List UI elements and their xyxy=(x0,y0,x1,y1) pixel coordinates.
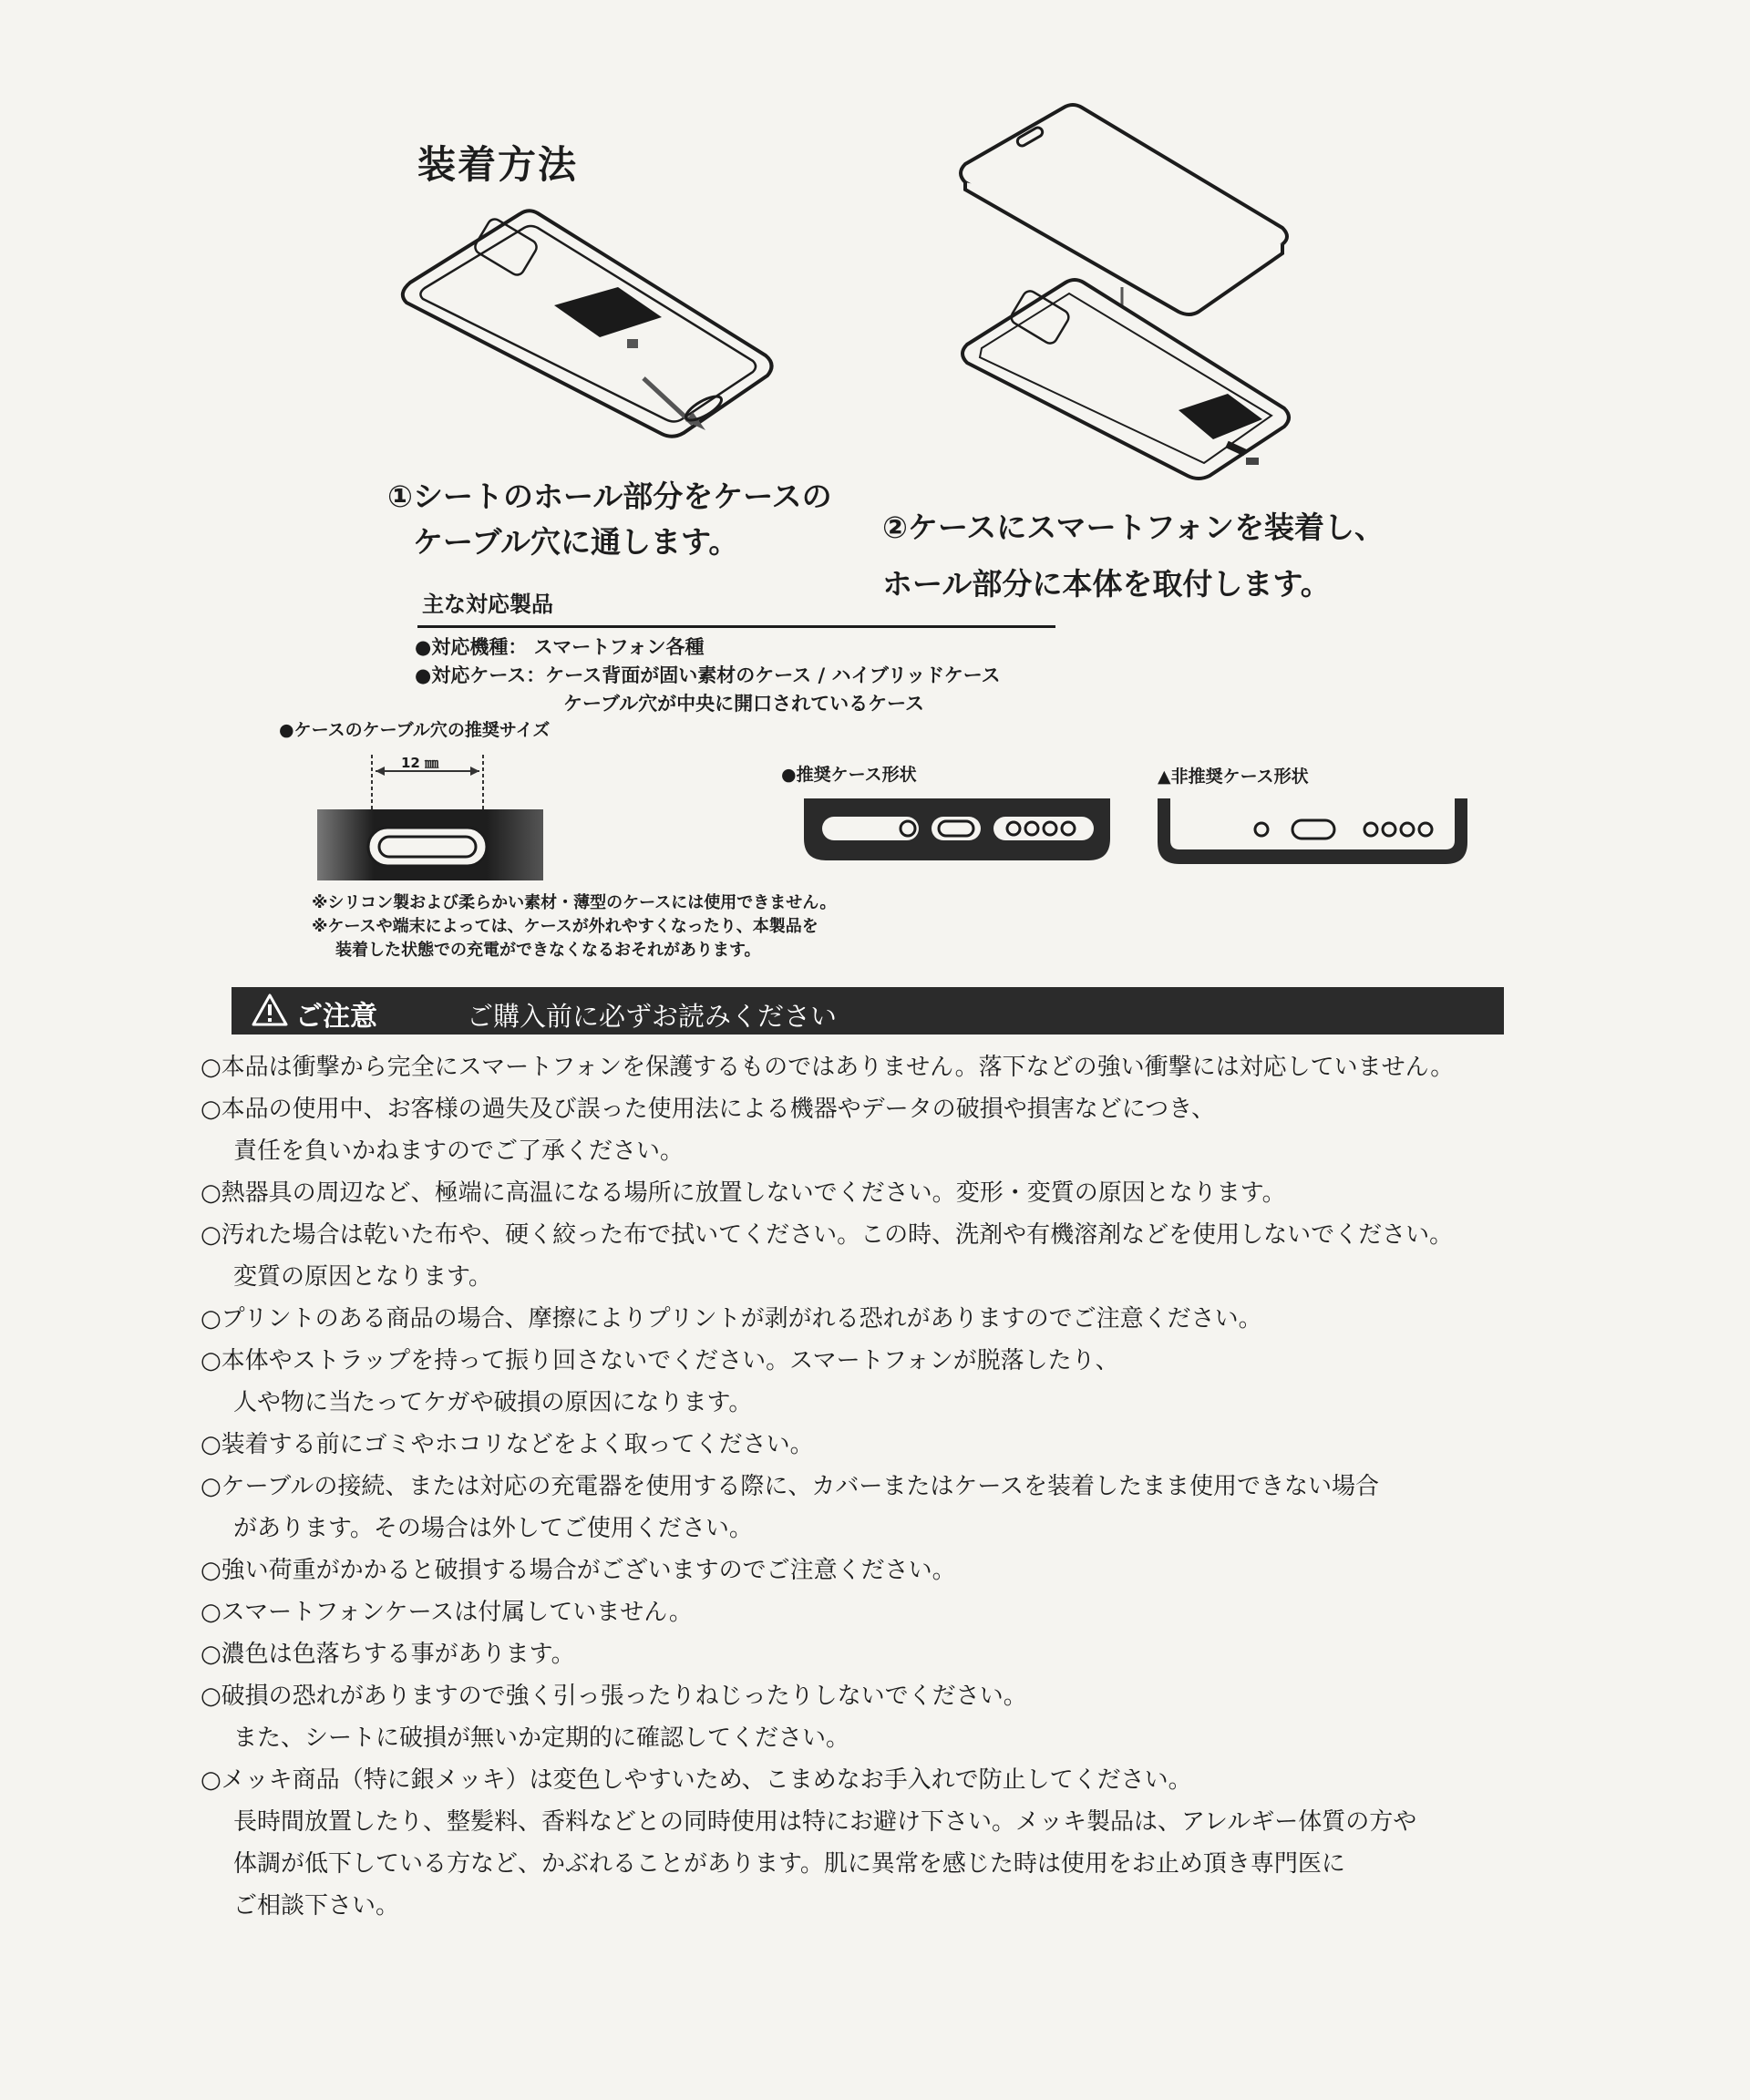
caution-line: ○熱器具の周辺など、極端に高温になる場所に放置しないでください。変形・変質の原因となります。 xyxy=(201,1179,1286,1207)
caution-banner xyxy=(232,987,1504,1035)
caution-line: ○スマートフォンケースは付属していません。 xyxy=(201,1599,693,1626)
caution-line: ○ケーブルの接続、または対応の充電器を使用する際に、カバーまたはケースを装着したまま使用できない場合 xyxy=(201,1473,1380,1500)
step-1-caption xyxy=(387,474,832,565)
caution-line: があります。その場合は外してご使用ください。 xyxy=(233,1515,753,1542)
caution-line: ご相談下さい。 xyxy=(233,1892,400,1920)
recommended-case-shape xyxy=(802,795,1112,862)
caution-list xyxy=(201,1046,1568,1927)
caution-line: ○本品の使用中、お客様の過失及び誤った使用法による機器やデータの破損や損害などにつき、 xyxy=(201,1096,1216,1123)
caution-line: また、シートに破損が無いか定期的に確認してください。 xyxy=(233,1724,850,1752)
warning-triangle-icon xyxy=(252,993,288,1027)
caution-item xyxy=(201,1172,1568,1214)
caution-line: ○本体やストラップを持って振り回さないでください。スマートフォンが脱落したり、 xyxy=(201,1347,1119,1374)
small-note-line: ※シリコン製および柔らかい素材・薄型のケースには使用できません。 xyxy=(312,893,837,912)
caution-line: ○プリントのある商品の場合、摩擦によりプリントが剥がれる恐れがありますのでご注意ください。 xyxy=(201,1305,1262,1333)
caution-item xyxy=(201,1088,1568,1172)
caution-line: ○強い荷重がかかると破損する場合がございますのでご注意ください。 xyxy=(201,1557,956,1584)
caution-item xyxy=(201,1298,1568,1340)
small-note-line: 装着した状態での充電ができなくなるおそれがあります。 xyxy=(335,941,761,960)
compat-spec-line: ケーブル穴が中央に開口されているケース xyxy=(563,693,925,715)
not-recommended-case-shape xyxy=(1156,797,1469,866)
caution-subtitle: ご購入前に必ずお読みください xyxy=(467,1001,838,1032)
measure-label: 12 ㎜ xyxy=(401,755,439,771)
caution-item xyxy=(201,1591,1568,1633)
caution-item xyxy=(201,1340,1568,1424)
case-with-sheet-illustration xyxy=(392,201,793,465)
phone-into-case-illustration xyxy=(952,100,1299,492)
compat-title: 主な対応製品 xyxy=(422,592,553,617)
page-title: 装着方法 xyxy=(417,142,579,187)
caution-line: ○汚れた場合は乾いた布や、硬く絞った布で拭いてください。この時、洗剤や有機溶剤などを使用しないでください。 xyxy=(201,1221,1454,1249)
compat-divider xyxy=(417,625,1055,628)
caution-item xyxy=(201,1466,1568,1549)
caution-item xyxy=(201,1424,1568,1466)
recommended-case-caption: ●推奨ケース形状 xyxy=(781,765,917,785)
caution-line: ○破損の恐れがありますので強く引っ張ったりねじったりしないでください。 xyxy=(201,1683,1027,1710)
caution-item xyxy=(201,1549,1568,1591)
cable-hole-size-caption: ●ケースのケーブル穴の推奨サイズ xyxy=(279,720,551,740)
not-recommended-case-caption: ▲非推奨ケース形状 xyxy=(1158,767,1309,787)
step-2-line-2: ホール部分に本体を取付します。 xyxy=(882,566,1331,602)
caution-line: 長時間放置したり、整髪料、香料などとの同時使用は特にお避け下さい。メッキ製品は、アレルギー体質の方や xyxy=(233,1808,1417,1836)
caution-item xyxy=(201,1214,1568,1298)
caution-line: ○濃色は色落ちする事があります。 xyxy=(201,1641,575,1668)
compat-spec-line: ●対応機種： スマートフォン各種 xyxy=(415,636,705,658)
step-1-line-1: ①シートのホール部分をケースの xyxy=(387,479,832,514)
caution-item xyxy=(201,1759,1568,1927)
caution-line: ○装着する前にゴミやホコリなどをよく取ってください。 xyxy=(201,1431,814,1458)
caution-item xyxy=(201,1633,1568,1675)
compat-spec-line: ●対応ケース：ケース背面が固い素材のケース / ハイブリッドケース xyxy=(415,664,1001,686)
step-2-line-1: ②ケースにスマートフォンを装着し、 xyxy=(882,510,1385,545)
small-note-line: ※ケースや端末によっては、ケースが外れやすくなったり、本製品を xyxy=(312,917,818,936)
caution-line: 人や物に当たってケガや破損の原因になります。 xyxy=(233,1389,753,1416)
caution-label: ご注意 xyxy=(295,1001,377,1033)
caution-line: 変質の原因となります。 xyxy=(233,1263,492,1291)
caution-line: 責任を負いかねますのでご了承ください。 xyxy=(233,1138,685,1165)
caution-line: ○本品は衝撃から完全にスマートフォンを保護するものではありません。落下などの強い衝撃には対応していません。 xyxy=(201,1054,1455,1081)
step-1-line-2: ケーブル穴に通します。 xyxy=(413,524,739,560)
small-notes xyxy=(312,891,836,962)
caution-item xyxy=(201,1675,1568,1759)
step-2-caption xyxy=(882,499,1385,612)
caution-item xyxy=(201,1046,1568,1088)
caution-line: ○メッキ商品（特に銀メッキ）は変色しやすいため、こまめなお手入れで防止してください。 xyxy=(201,1766,1192,1794)
caution-line: 体調が低下している方など、かぶれることがあります。肌に異常を感じた時は使用をお止め頂き専門医に xyxy=(233,1850,1345,1878)
compat-spec-list xyxy=(415,633,1001,718)
